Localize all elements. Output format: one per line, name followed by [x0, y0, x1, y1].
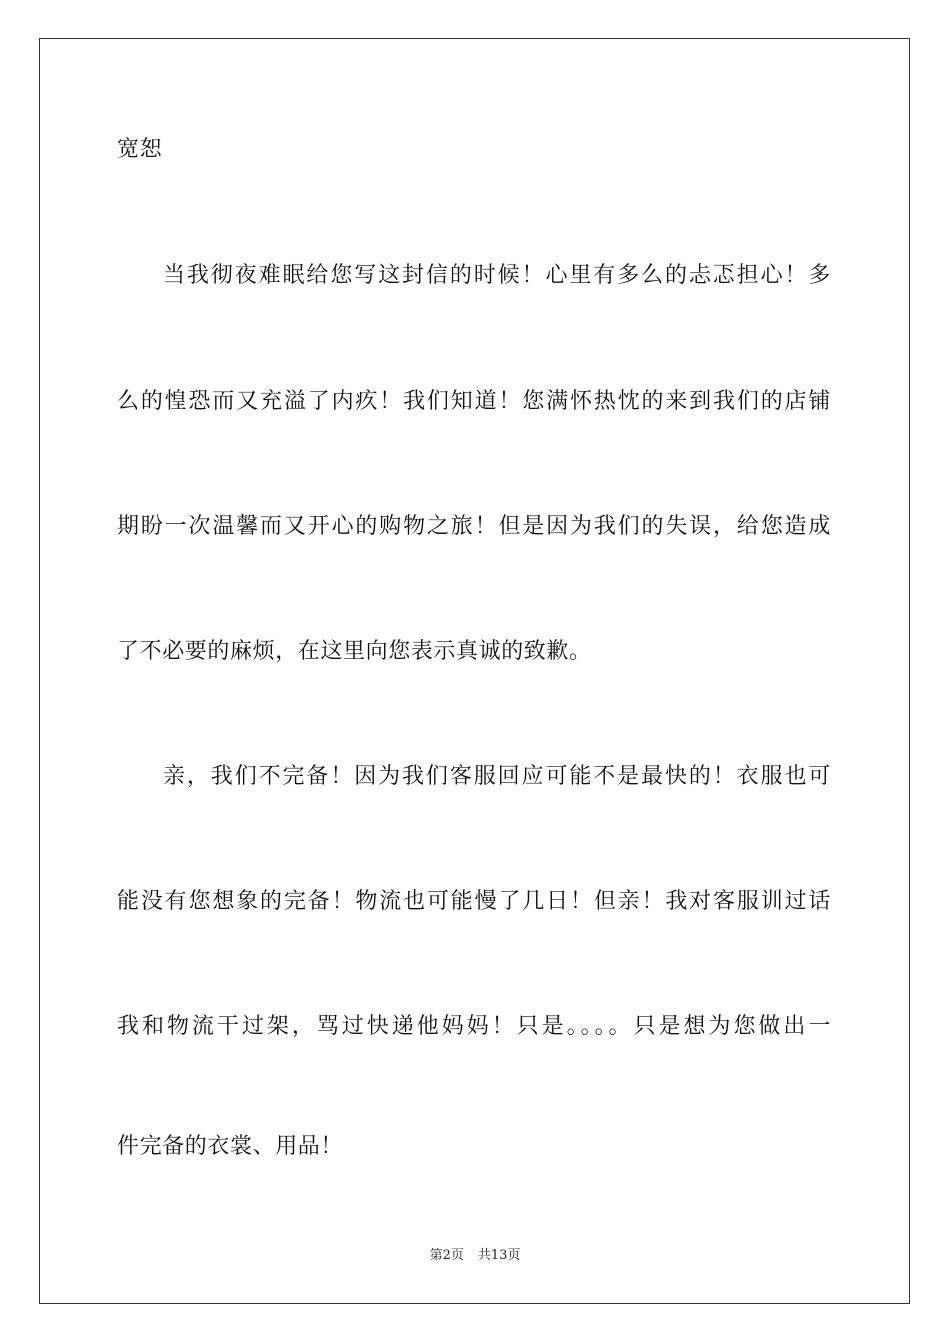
body-line-6: 能没有您想象的完备！物流也可能慢了几日！但亲！我对客服训过话	[117, 889, 831, 914]
heading-line: 宽恕	[117, 137, 163, 162]
body-line-4: 了不必要的麻烦，在这里向您表示真诚的致歉。	[117, 639, 592, 664]
page-number: 第2页	[429, 1248, 464, 1263]
body-line-1: 当我彻夜难眠给您写这封信的时候！心里有多么的忐忑担心！多	[163, 263, 831, 288]
body-line-8: 件完备的衣裳、用品！	[117, 1134, 344, 1159]
body-line-3: 期盼一次温馨而又开心的购物之旅！但是因为我们的失误，给您造成	[117, 514, 831, 539]
page-footer	[0, 1247, 950, 1265]
body-line-5: 亲，我们不完备！因为我们客服回应可能不是最快的！衣服也可	[163, 764, 831, 789]
total-pages: 共13页	[477, 1248, 521, 1263]
body-line-7: 我和物流干过架，骂过快递他妈妈！只是。。。。只是想为您做出一	[117, 1014, 831, 1039]
body-line-2: 么的惶恐而又充溢了内疚！我们知道！您满怀热忱的来到我们的店铺	[117, 389, 831, 414]
page-frame	[39, 38, 910, 1304]
